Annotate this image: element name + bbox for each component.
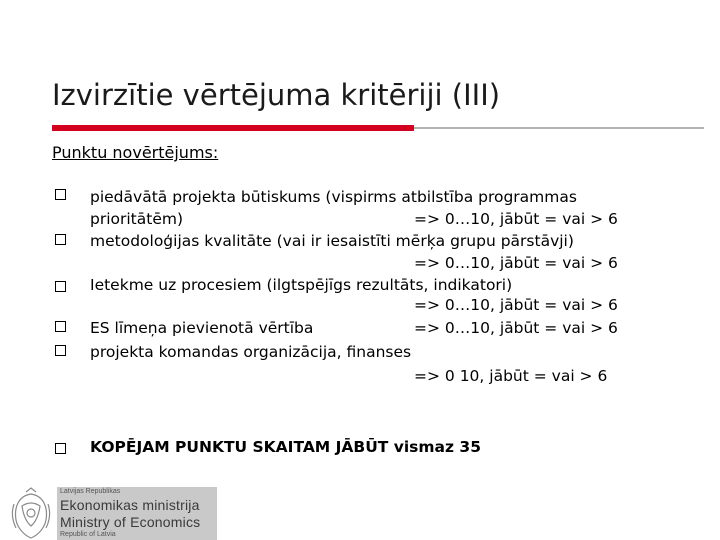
logo-name-lv: Ekonomikas ministrija	[60, 497, 200, 513]
criterion-2-text: metodoloģijas kvalitāte (vai ir iesaistīti mērķa grupu pārstāvji)	[90, 232, 574, 250]
bullet-icon	[55, 281, 66, 292]
criterion-3-score: => 0…10, jābūt = vai > 6	[414, 296, 618, 314]
criterion-4-score: => 0…10, jābūt = vai > 6	[414, 319, 618, 337]
logo-bottom-text: Republic of Latvia	[60, 531, 116, 538]
bullet-icon	[55, 234, 66, 245]
logo-plate	[57, 487, 217, 540]
criterion-1-text: piedāvātā projekta būtiskums (vispirms atbilstība programmas	[90, 188, 577, 206]
criterion-2-score: => 0…10, jābūt = vai > 6	[414, 254, 618, 272]
title-underline-rule	[414, 127, 704, 129]
logo-name-en: Ministry of Economics	[60, 514, 201, 530]
bullet-icon	[55, 189, 66, 200]
bullet-icon	[55, 321, 66, 332]
criterion-3-text: Ietekme uz procesiem (ilgtspējīgs rezultāts, indikatori)	[90, 276, 513, 294]
section-heading: Punktu novērtējums:	[52, 143, 219, 162]
logo-top-text: Latvijas Republikas	[60, 488, 121, 495]
bullet-icon	[55, 443, 66, 454]
criterion-5-score: => 0 10, jābūt = vai > 6	[414, 367, 608, 385]
ministry-logo	[0, 484, 220, 540]
criterion-1-text-cont: prioritātēm)	[90, 210, 184, 228]
criterion-5-text: projekta komandas organizācija, finanses	[90, 343, 412, 361]
criterion-1-score: => 0…10, jābūt = vai > 6	[414, 210, 618, 228]
slide-title: Izvirzītie vērtējuma kritēriji (III)	[52, 78, 501, 112]
criterion-4-text: ES līmeņa pievienotā vērtība	[90, 319, 314, 337]
coat-of-arms-icon	[8, 486, 54, 540]
total-requirement: KOPĒJAM PUNKTU SKAITAM JĀBŪT vismaz 35	[90, 438, 482, 456]
bullet-icon	[55, 345, 66, 356]
title-underline-accent	[52, 125, 414, 131]
